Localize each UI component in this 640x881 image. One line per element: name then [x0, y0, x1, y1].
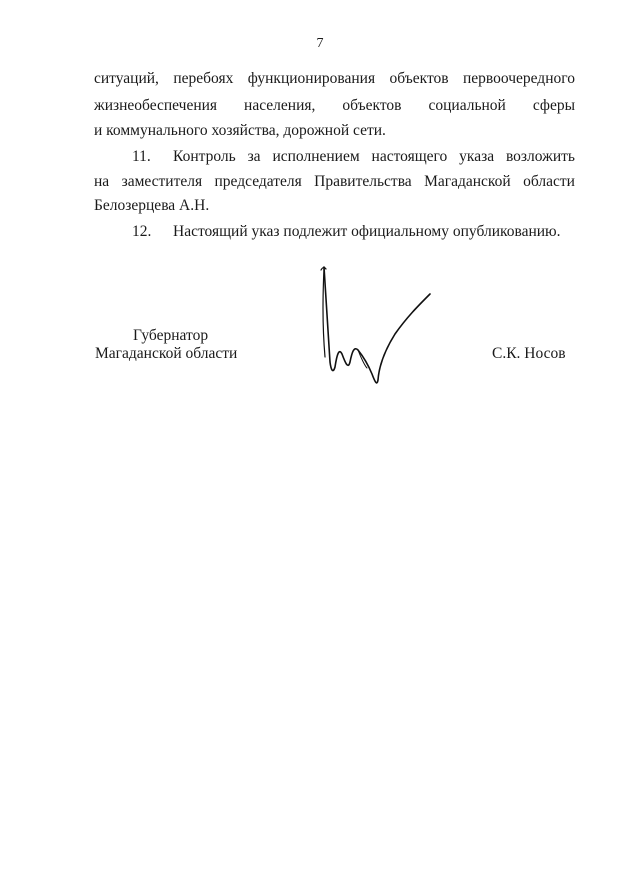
word: заместителя: [121, 173, 203, 190]
item-11-line-1: [173, 148, 575, 166]
word: сферы: [532, 97, 575, 114]
word: области: [523, 173, 575, 190]
word: настоящего: [371, 148, 448, 165]
page-number: 7: [316, 36, 324, 51]
word: первоочередного: [462, 70, 575, 87]
word: функционирования: [247, 70, 376, 87]
item-11-line-2: [94, 173, 575, 191]
signer-name: С.К. Носов: [492, 345, 566, 362]
paragraph-line-2: [94, 97, 575, 115]
word: возложить: [505, 148, 575, 165]
word: перебоях: [173, 70, 234, 87]
word: объектов: [342, 97, 402, 114]
signer-position-line-1: Губернатор: [133, 327, 209, 344]
word: председателя: [214, 173, 302, 190]
word: Магаданской: [424, 173, 511, 190]
paragraph-line-3: и коммунального хозяйства, дорожной сети.: [94, 122, 386, 139]
word: Правительства: [314, 173, 412, 190]
paragraph-line-1: [94, 70, 575, 88]
word: населения,: [244, 97, 316, 114]
item-12-number: 12.: [132, 223, 152, 240]
word: объектов: [389, 70, 449, 87]
signer-position-line-2: Магаданской области: [95, 345, 238, 362]
item-11-line-3: Белозерцева А.Н.: [94, 197, 210, 214]
item-11-number: 11.: [132, 148, 151, 165]
word: указа: [459, 148, 495, 165]
word: социальной: [428, 97, 506, 114]
word: ситуаций,: [94, 70, 159, 87]
item-12-text: Настоящий указ подлежит официальному опубликованию.: [173, 223, 561, 240]
handwritten-signature: [315, 262, 435, 392]
word: исполнением: [272, 148, 360, 165]
word: на: [94, 173, 110, 190]
word: за: [247, 148, 261, 165]
word: Контроль: [173, 148, 236, 165]
word: жизнеобеспечения: [94, 97, 218, 114]
